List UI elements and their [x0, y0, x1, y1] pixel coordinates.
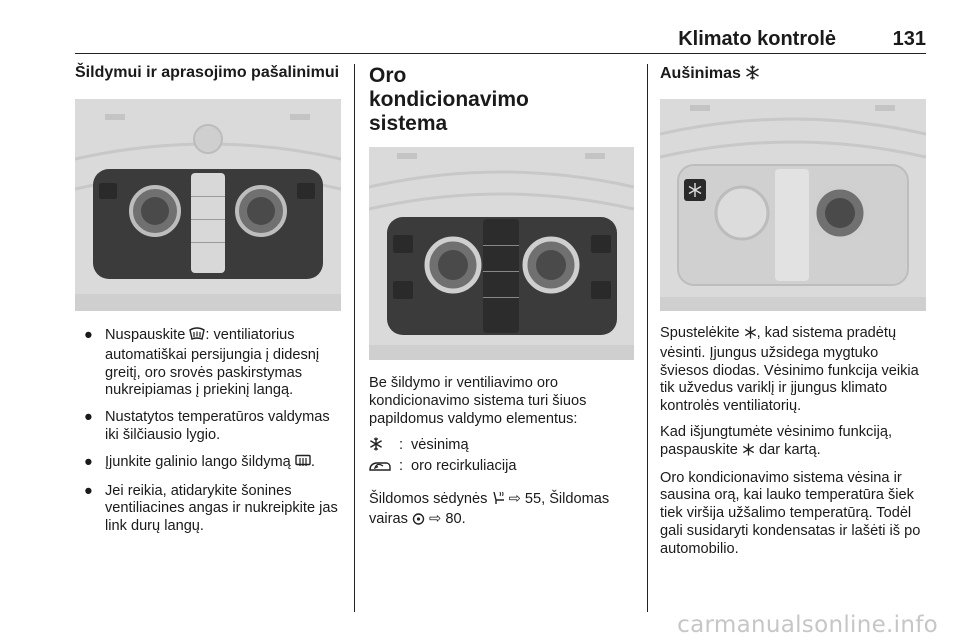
arrow-icon: ⇨ — [429, 511, 442, 528]
header-title: Klimato kontrolė — [678, 28, 836, 50]
snowflake-icon — [745, 65, 760, 86]
heated-seat-icon — [492, 491, 505, 511]
climate-panel-figure-1 — [75, 99, 341, 311]
intro-paragraph: Be šildymo ir ventiliavimo oro kondicionavimo sistema turi šiuos papildomus valdymo elementus: — [369, 375, 587, 427]
list-item: ● Jei reikia, atidarykite šonines ventiliacines angas ir nukreipkite jas link durų langų. — [84, 482, 338, 535]
watermark: carmanualsonline.info — [677, 612, 938, 638]
snowflake-icon — [744, 326, 757, 345]
header-rule — [75, 53, 926, 54]
cross-reference-paragraph: Šildomos sėdynės ⇨ 55, Šildomas vairas ⇨ 80. — [369, 491, 634, 531]
list-item: ● Nustatytos temperatūros valdymas iki šilčiausio lygio. — [84, 409, 330, 443]
section-heading: Oro kondicionavimo sistema — [369, 64, 529, 135]
climate-panel-figure-3 — [660, 99, 926, 311]
page-number: 131 — [892, 28, 926, 50]
climate-panel-figure-2 — [369, 147, 634, 360]
section-heading: Šildymui ir aprasojimo pašalinimui — [75, 64, 340, 81]
column-heating-defrost — [75, 64, 341, 545]
instruction-list — [75, 327, 341, 536]
snowflake-icon — [742, 443, 755, 462]
column-divider — [647, 64, 648, 612]
page-header — [75, 28, 926, 52]
paragraph: Spustelėkite , kad sistema pradėtų vėsinti. Įjungus užsidega mygtuko šviesos diodas. Vėsinimo funkcija veikia tik užvedus variklį ir įjungus klimato kontrolės ventiliatorių. — [660, 325, 919, 415]
legend-label: vėsinimą — [411, 437, 469, 454]
section-heading: Aušinimas — [660, 64, 926, 86]
list-item: ● Nuspauskite : ventiliatorius automatiškai persijungia į didesnį greitį, oro srovės paskirstymas nukreipiamas į priekinį langą. — [84, 327, 320, 399]
list-item: ● Įjunkite galinio lango šildymą . — [75, 454, 341, 474]
recirculation-icon — [369, 459, 391, 478]
windscreen-defrost-icon — [189, 327, 205, 347]
legend-row: : vėsinimą — [369, 436, 634, 457]
column-air-conditioning — [369, 64, 634, 531]
controls-legend — [369, 436, 634, 478]
snowflake-icon — [369, 437, 383, 457]
column-cooling — [660, 64, 926, 559]
column-divider — [354, 64, 355, 612]
paragraph: Kad išjungtumėte vėsinimo funkciją, paspauskite dar kartą. — [660, 424, 926, 462]
rear-window-heating-icon — [295, 454, 311, 474]
paragraph: Oro kondicionavimo sistema vėsina ir sausina orą, kai lauko temperatūra šiek tiek viršija užšalimo temperatūrą. Todėl gali susidaryti kondensatas ir lašėti iš po automobilio. — [660, 469, 921, 557]
legend-label: oro recirkuliacija — [411, 458, 517, 475]
arrow-icon: ⇨ — [508, 491, 521, 508]
heated-steering-wheel-icon — [412, 512, 425, 531]
legend-row: : oro recirkuliacija — [369, 457, 634, 478]
